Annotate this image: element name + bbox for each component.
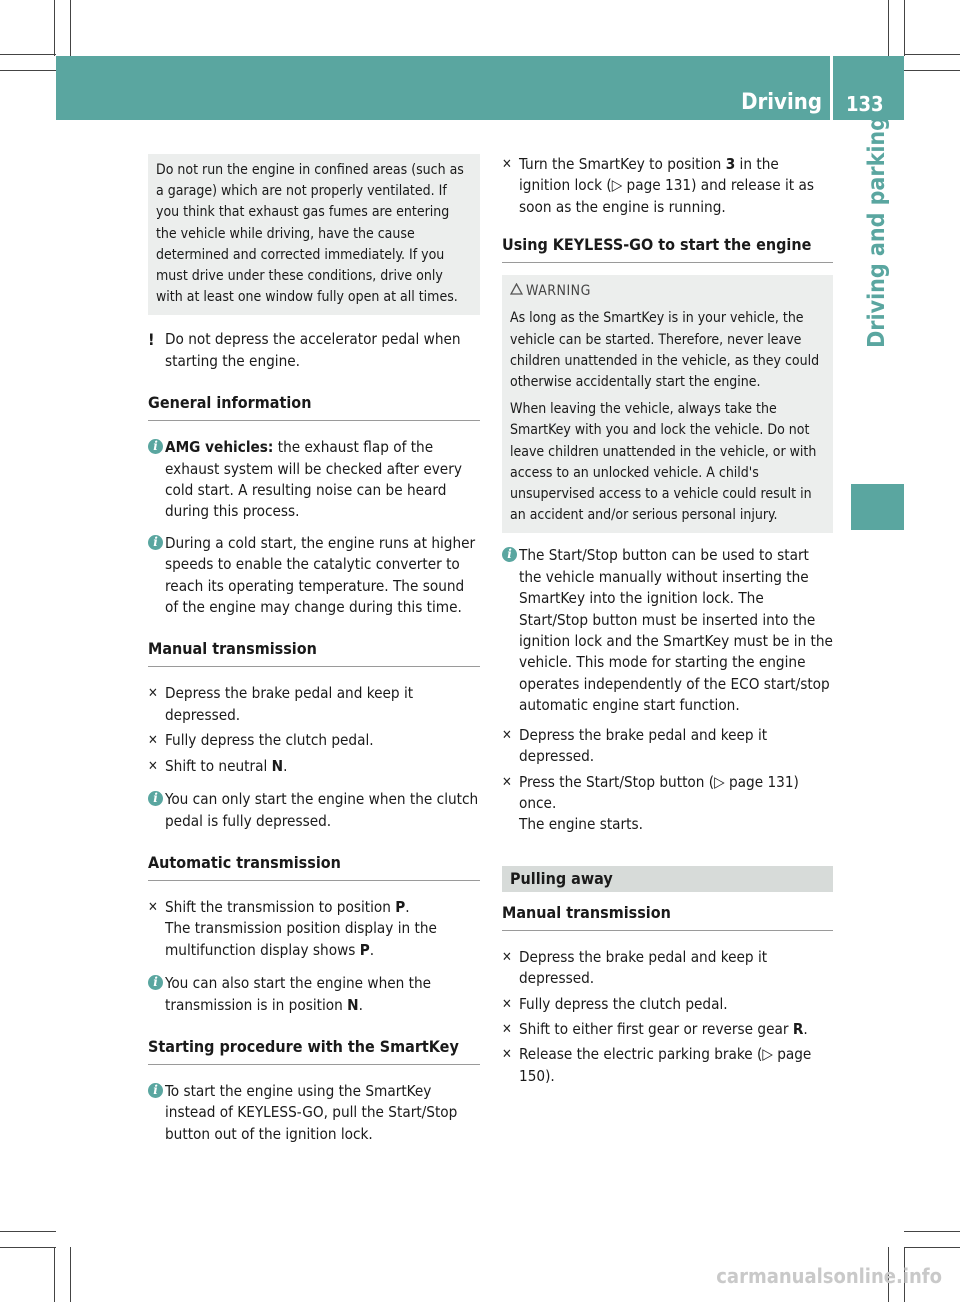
left-column [148,154,480,1145]
step-item [148,897,480,961]
exclamation-icon: ! [148,330,155,350]
step-text: Release the electric parking brake ( [519,1045,763,1064]
step-text: in the ignition lock ( [519,155,779,195]
info-text-suffix: . [358,995,363,1014]
info-text: The Start/Stop button can be used to start the vehicle manually without inserting the SmartKey into the ignition lock. The Start/Stop button must be inserted into the ignition lock and the SmartKey must be in the vehicle. This mode for starting the engine operates independently of the ECO start/stop automatic engine start function. [519,546,833,715]
page-header [56,56,904,120]
caution-note [148,329,480,372]
info-text: You can also start the engine when the transmission is in position [165,974,432,1014]
info-note [148,437,480,523]
arrow-right-icon: ✕ [502,1047,512,1063]
arrow-right-icon: ✕ [502,949,512,965]
step-text-suffix: . [405,897,410,916]
side-label-text: Driving and parking [864,116,890,348]
crop-mark [904,1247,960,1248]
heading-starting-procedure-smartkey: Starting procedure with the SmartKey [148,1036,480,1065]
gear-label: N [271,756,284,775]
info-icon: i [502,547,517,562]
step-item [148,730,480,751]
step-text: Fully depress the clutch pedal. [165,731,374,750]
crop-mark [904,1231,960,1232]
info-note [148,789,480,832]
arrow-right-icon: ✕ [502,996,512,1012]
gear-label: P [395,897,406,916]
arrow-right-icon: ✕ [502,1021,512,1037]
crop-mark [0,54,56,55]
page-ref-arrow-icon: ▷ [762,1045,773,1064]
step-text: Shift to either first gear or reverse gear [519,1019,793,1038]
warning-box [502,275,833,533]
info-icon: i [148,791,163,806]
warning-text: When leaving the vehicle, always take the SmartKey with you and lock the vehicle. Do not leave children unattended in the vehicle, or with access to an unlocked vehicle. A child's unsupervised access to a vehicle could result in an accident and/or serious personal injury. [510,401,817,524]
arrow-right-icon: ✕ [148,758,158,774]
info-text: During a cold start, the engine runs at higher speeds to enable the catalytic converter to reach its operating temperature. The sound of the engine may change during this time. [165,533,476,617]
page-ref-arrow-icon: ▷ [611,176,623,195]
arrow-right-icon: ✕ [148,733,158,749]
step-item [148,756,480,777]
info-note [148,533,480,619]
page-reference: page 131) and release it as soon as the engine is running. [519,176,814,216]
crop-mark [904,0,905,56]
crop-mark [54,1247,55,1302]
step-item [502,772,833,836]
crop-mark [54,0,55,56]
step-item [148,683,480,726]
heading-manual-transmission: Manual transmission [148,638,480,667]
heading-manual-transmission: Manual transmission [502,902,833,931]
crop-mark [888,0,889,56]
arrow-right-icon: ✕ [502,727,512,743]
step-item [502,947,833,990]
step-text: Shift the transmission to position [165,897,396,916]
step-item [502,154,833,218]
heading-pulling-away: Pulling away [502,866,833,892]
step-text: Fully depress the clutch pedal. [519,994,728,1013]
step-result: The transmission position display in the multifunction display shows [165,919,437,959]
step-item [502,994,833,1015]
step-text: Turn the SmartKey to position [519,155,726,173]
warning-title: WARNING [526,283,591,300]
step-item [502,1019,833,1040]
info-icon: i [148,975,163,990]
step-result: The engine starts. [519,815,643,834]
crop-mark [904,54,960,55]
page-reference: page 150). [519,1045,812,1085]
info-icon: i [148,439,163,454]
heading-automatic-transmission: Automatic transmission [148,852,480,881]
crop-mark [904,70,960,71]
info-text: You can only start the engine when the clutch pedal is fully depressed. [165,790,479,830]
page-reference: page 131) once. [519,772,799,812]
caution-text: Do not depress the accelerator pedal when starting the engine. [165,330,461,370]
info-label: AMG vehicles: [165,438,274,457]
side-tab [851,484,904,530]
crop-mark [70,0,71,56]
info-note [148,1081,480,1145]
step-result-suffix: . [369,940,375,959]
step-text: Depress the brake pedal and keep it depressed. [519,725,768,766]
crop-mark [0,1247,56,1248]
warning-text: As long as the SmartKey is in your vehicle, the vehicle can be started. Therefore, never leave children unattended in the vehicle, as they could otherwise accidentally start the engine. [510,310,820,391]
gear-label: P [359,940,370,959]
info-text: To start the engine using the SmartKey instead of KEYLESS-GO, pull the Start/Stop button out of the ignition lock. [165,1081,458,1143]
heading-keyless-go: Using KEYLESS-GO to start the engine [502,234,833,263]
position-label: 3 [725,155,736,173]
info-note [502,545,833,716]
info-note [148,973,480,1016]
step-text-suffix: . [803,1019,808,1038]
section-title: Driving [741,90,822,115]
crop-mark [0,70,56,71]
arrow-right-icon: ✕ [148,899,158,915]
arrow-right-icon: ✕ [502,157,512,172]
step-item [502,725,833,768]
page-ref-arrow-icon: ▷ [714,772,725,791]
arrow-right-icon: ✕ [148,686,158,702]
crop-mark [0,1231,56,1232]
watermark-footer: carmanualsonline.info [716,1264,942,1288]
step-text: Shift to neutral [165,756,272,775]
warning-triangle-icon [510,281,526,302]
page-number: 133 [846,92,884,116]
arrow-right-icon: ✕ [502,774,512,790]
step-text-suffix: . [283,756,288,775]
step-text: Depress the brake pedal and keep it depressed. [165,684,414,724]
gear-label: R [792,1019,804,1038]
step-text: Press the Start/Stop button ( [519,772,715,791]
info-icon: i [148,1083,163,1098]
gear-label: N [347,995,359,1014]
header-separator [830,56,833,120]
warning-title-row [510,281,825,302]
right-column [502,154,833,1087]
crop-mark [70,1247,71,1302]
heading-general-information: General information [148,392,480,421]
warning-box-continued [148,154,480,315]
step-item [502,1044,833,1087]
info-text: the exhaust flap of the exhaust system will be checked after every cold start. A resulting noise can be heard during this process. [165,438,462,521]
info-icon: i [148,535,163,550]
step-text: Depress the brake pedal and keep it depressed. [519,947,768,988]
warning-text: Do not run the engine in confined areas (such as a garage) which are not properly ventilated. If you think that exhaust gas fumes are entering the vehicle while driving, have the cause determined and corrected immediately. If you must drive under these conditions, drive only with at least one window fully open at all times. [156,162,464,306]
